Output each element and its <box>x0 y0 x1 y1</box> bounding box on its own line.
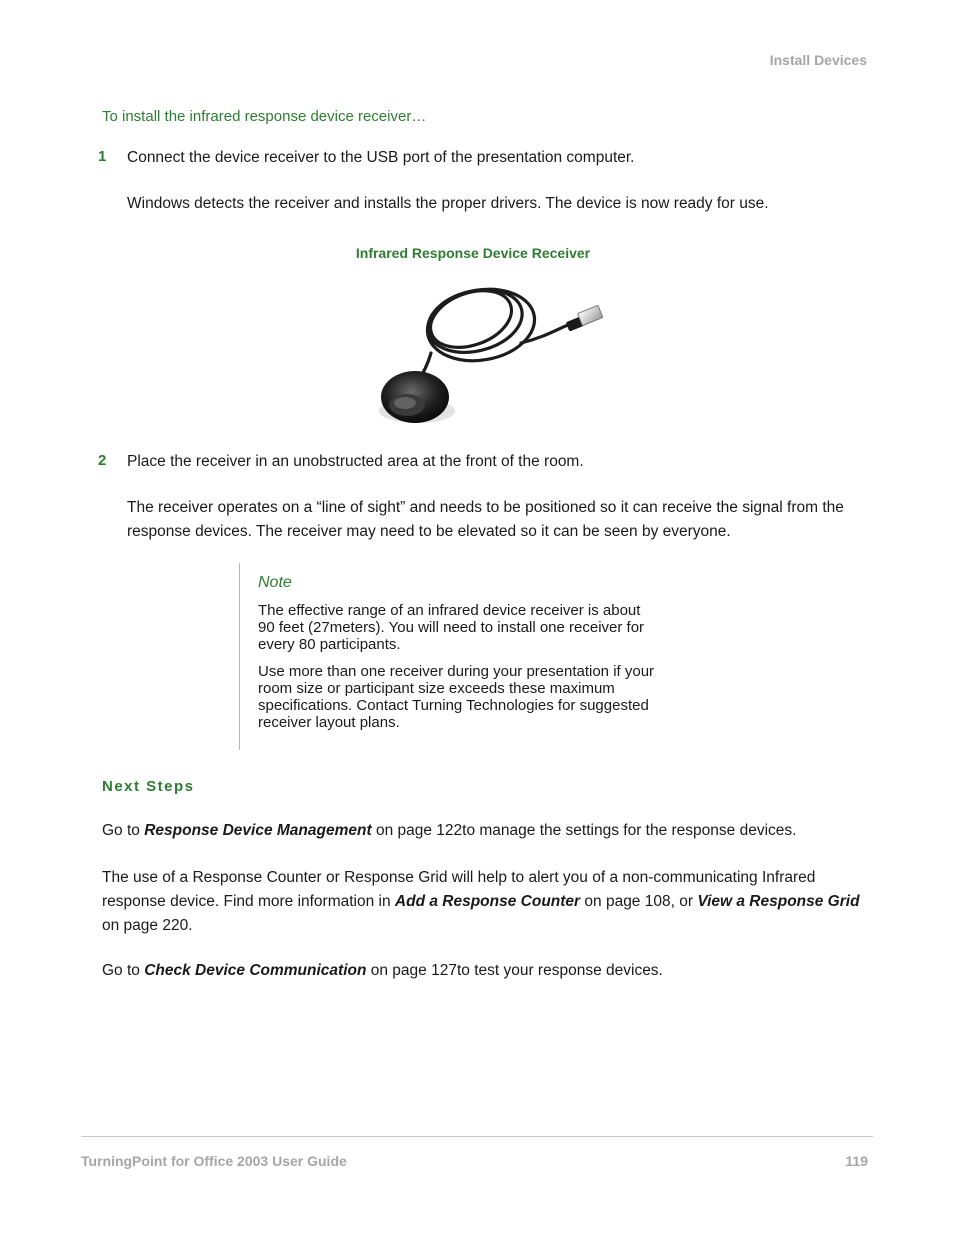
procedure-heading: To install the infrared response device receiver… <box>102 108 427 125</box>
text-run: The use of a Response Counter or Response Grid will help to alert you of a non-communicating Infrared response device. Find more information in <box>102 869 816 910</box>
xref-view-response-grid[interactable]: View a Response Grid <box>697 893 860 910</box>
step-result: The receiver operates on a “line of sight” and needs to be positioned so it can receive the signal from the response devices. The receiver may need to be elevated so it can be seen by everyone. <box>127 499 844 540</box>
footer-guide-title: TurningPoint for Office 2003 User Guide <box>81 1153 347 1169</box>
text-run: on page 108, or <box>580 893 698 910</box>
xref-check-device-communication[interactable]: Check Device Communication <box>144 962 367 979</box>
note-title: Note <box>258 574 292 591</box>
text-run: on page 122to manage the settings for the response devices. <box>371 822 797 839</box>
step-instruction: Place the receiver in an unobstructed area at the front of the room. <box>127 453 584 470</box>
note-paragraph: Use more than one receiver during your presentation if your room size or participant size exceeds these maximum specifications. Contact Turning Technologies for suggested receiver layout plans. <box>258 663 655 731</box>
section-heading: Next Steps <box>102 778 195 795</box>
note-paragraph: The effective range of an infrared device receiver is about 90 feet (27meters). You will need to install one receiver for every 80 participants. <box>258 602 645 653</box>
page-number: 119 <box>845 1153 868 1169</box>
footer-divider <box>81 1136 873 1137</box>
step-result: Windows detects the receiver and installs the proper drivers. The device is now ready for use. <box>127 195 769 212</box>
next-steps-paragraph <box>102 866 877 938</box>
text-run: on page 127to test your response devices. <box>366 962 663 979</box>
running-header: Install Devices <box>769 52 867 68</box>
text-run: Go to <box>102 962 145 979</box>
text-run: Go to <box>102 822 145 839</box>
next-steps-paragraph <box>102 959 877 983</box>
figure-caption: Infrared Response Device Receiver <box>355 245 591 261</box>
step-instruction: Connect the device receiver to the USB port of the presentation computer. <box>127 149 635 166</box>
xref-response-device-management[interactable]: Response Device Management <box>144 822 372 839</box>
xref-add-response-counter[interactable]: Add a Response Counter <box>394 893 581 910</box>
receiver-image <box>371 279 605 427</box>
next-steps-paragraph <box>102 819 877 843</box>
text-run: on page 220. <box>102 917 193 934</box>
step-number: 1 <box>98 148 107 165</box>
step-number: 2 <box>98 452 107 469</box>
